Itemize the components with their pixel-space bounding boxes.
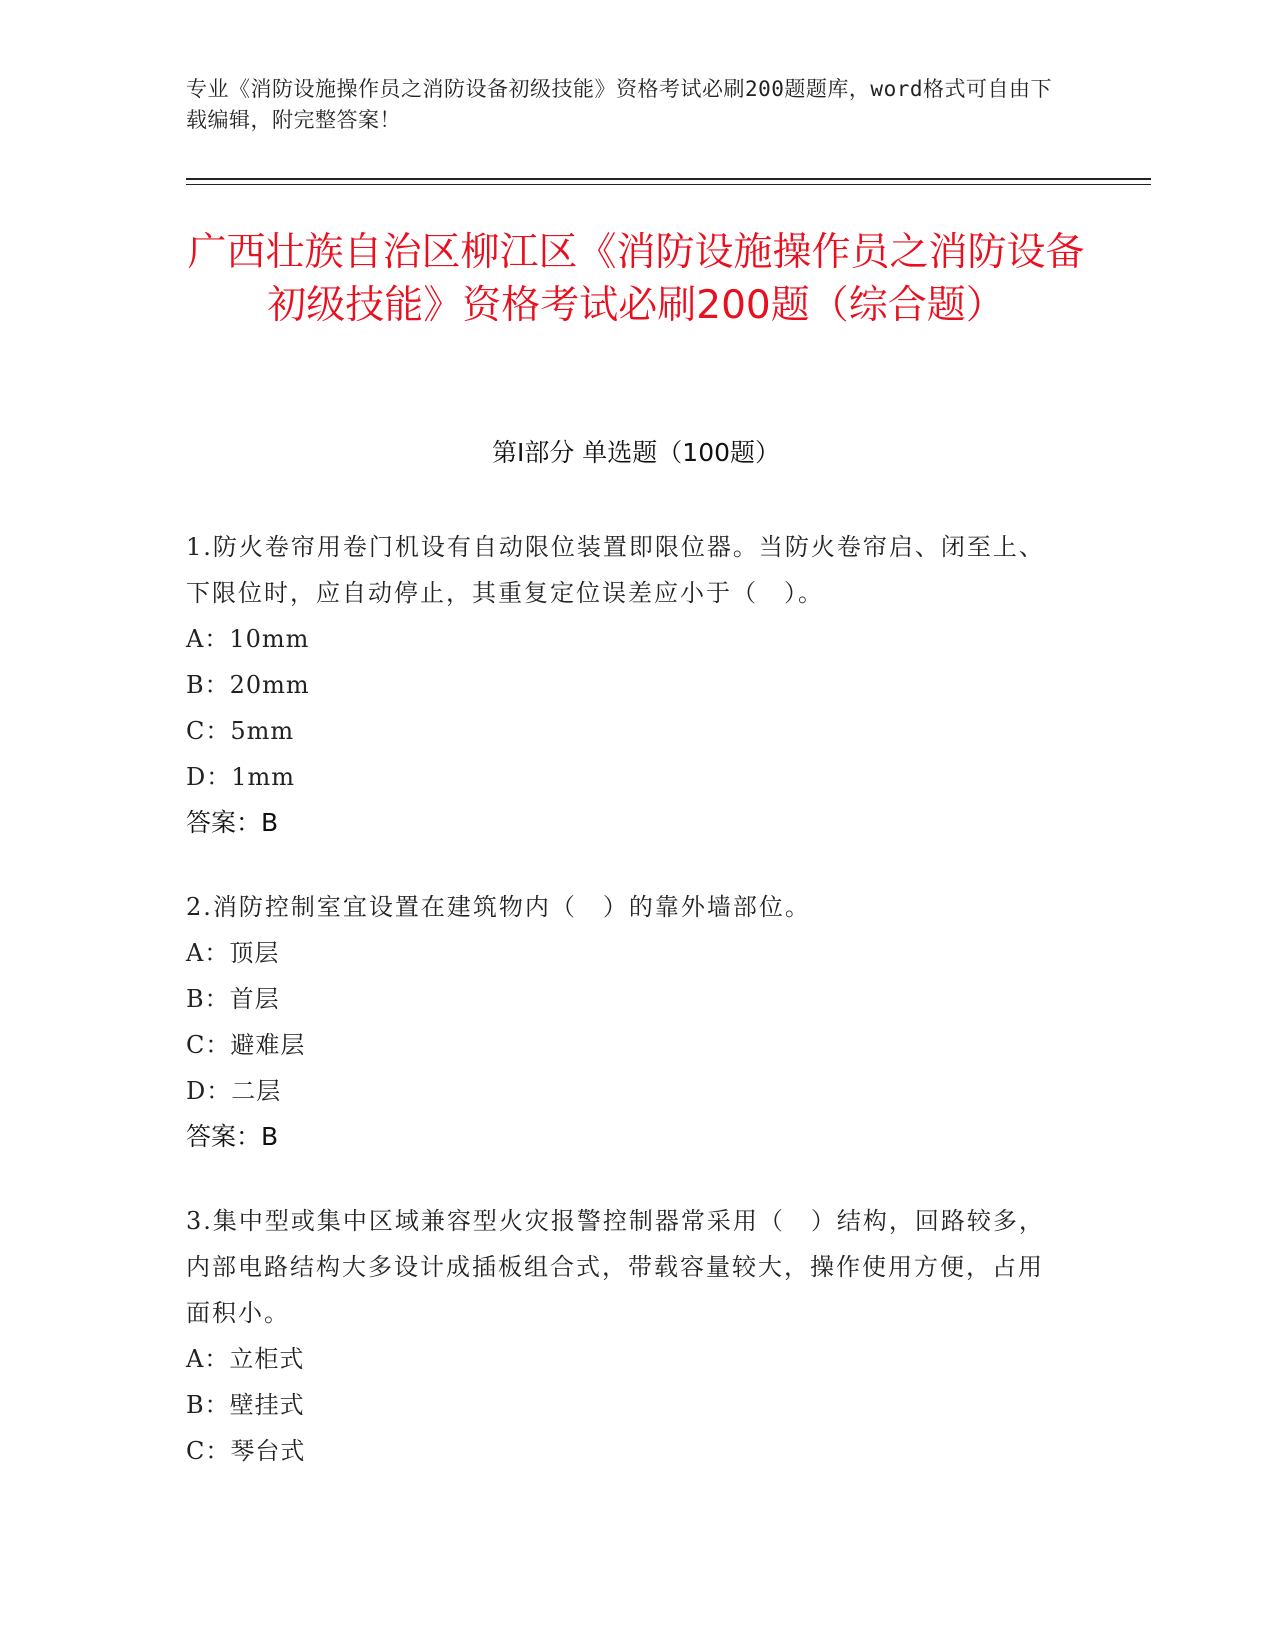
question-3	[186, 1198, 1066, 1474]
option-a: A：10mm	[186, 625, 310, 653]
question-2	[186, 884, 1066, 1160]
document-title: 广西壮族自治区柳江区《消防设施操作员之消防设备初级技能》资格考试必刷200题（综合题）	[187, 230, 1085, 328]
option-b: B：20mm	[186, 671, 310, 699]
header-divider-thick	[186, 178, 1151, 180]
header-divider-thin	[186, 184, 1151, 185]
answer: 答案：B	[186, 1122, 279, 1151]
option-d: D：二层	[186, 1077, 282, 1105]
question-stem: 3.集中型或集中区域兼容型火灾报警控制器常采用（ ）结构，回路较多，内部电路结构大多设计成插板组合式，带载容量较大，操作使用方便，占用面积小。	[186, 1207, 1045, 1327]
option-b: B：首层	[186, 985, 280, 1013]
header-note: 专业《消防设施操作员之消防设备初级技能》资格考试必刷200题题库，word格式可自由下载编辑，附完整答案！	[186, 77, 1052, 132]
option-b: B：壁挂式	[186, 1391, 305, 1419]
question-stem: 2.消防控制室宜设置在建筑物内（ ）的靠外墙部位。	[186, 893, 811, 921]
option-c: C：避难层	[186, 1031, 306, 1059]
section-title: 第I部分 单选题（100题）	[491, 438, 781, 467]
option-a: A：立柜式	[186, 1345, 305, 1373]
option-c: C：琴台式	[186, 1437, 306, 1465]
answer: 答案：B	[186, 808, 279, 837]
option-d: D：1mm	[186, 763, 296, 791]
option-a: A：顶层	[186, 939, 280, 967]
question-stem: 1.防火卷帘用卷门机设有自动限位装置即限位器。当防火卷帘启、闭至上、下限位时，应自动停止，其重复定位误差应小于（ ）。	[186, 533, 1045, 607]
question-1	[186, 524, 1066, 846]
option-c: C：5mm	[186, 717, 295, 745]
